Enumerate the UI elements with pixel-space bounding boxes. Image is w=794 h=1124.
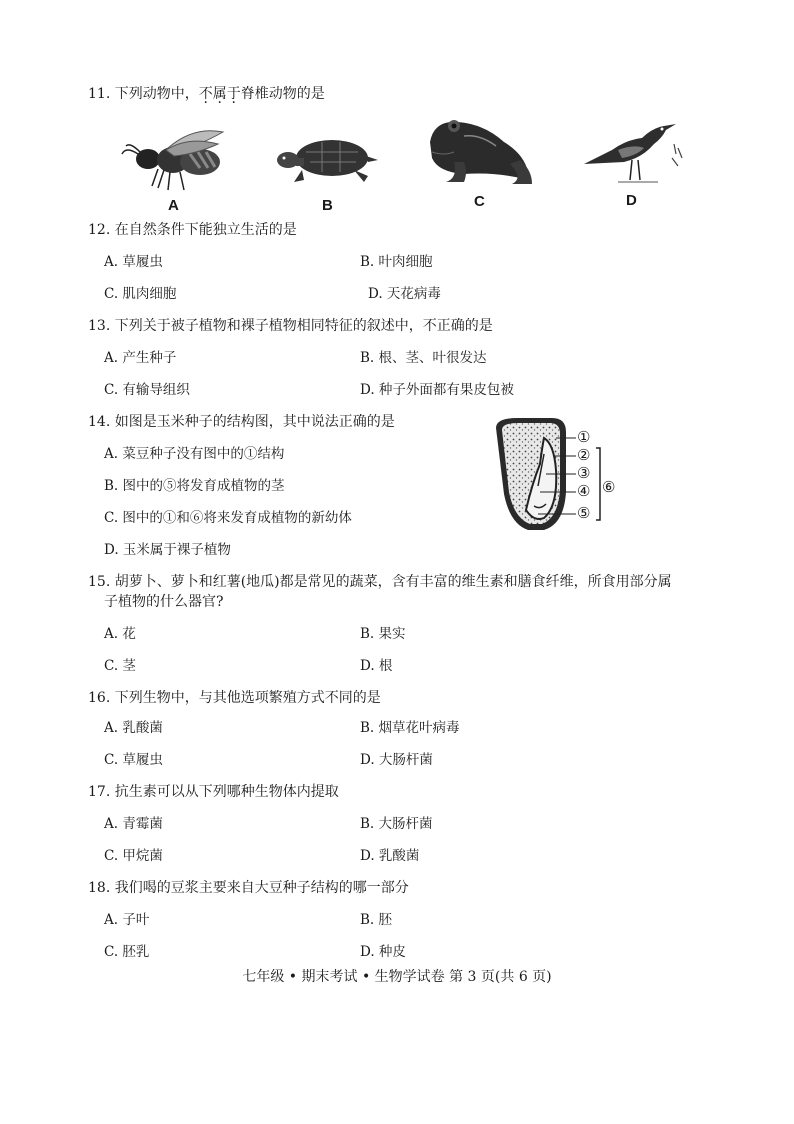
q14-option-c: C. 图中的①和⑥将来发育成植物的新幼体 <box>104 510 352 526</box>
q14-option-b: B. 图中的⑤将发育成植物的茎 <box>104 478 285 494</box>
seed-label-2: ② <box>577 446 591 464</box>
corn-seed-diagram <box>488 414 638 536</box>
q17-option-b: B. 大肠杆菌 <box>360 816 433 832</box>
q16-option-c: C. 草履虫 <box>104 752 163 768</box>
q15-option-b: B. 果实 <box>360 626 406 642</box>
turtle-image <box>274 132 380 188</box>
q12-option-b: B. 叶肉细胞 <box>360 254 433 270</box>
q12-option-d: D. 天花病毒 <box>368 286 441 302</box>
question-11-stem <box>88 84 325 104</box>
q12-option-c: C. 肌肉细胞 <box>104 286 177 302</box>
page-footer: 七年级 • 期末考试 • 生物学试卷 第 3 页(共 6 页) <box>242 969 552 985</box>
question-15-stem-line1: 15. 胡萝卜、萝卜和红薯(地瓜)都是常见的蔬菜，含有丰富的维生素和膳食纤维，所食用部分属 <box>88 574 672 590</box>
frog-image <box>424 112 536 186</box>
seed-label-5: ⑤ <box>577 504 591 522</box>
q11-label-d: D <box>626 192 637 209</box>
q15-option-a: A. 花 <box>104 626 136 642</box>
question-13-stem: 13. 下列关于被子植物和裸子植物相同特征的叙述中，不正确的是 <box>88 318 493 334</box>
q13-option-a: A. 产生种子 <box>104 350 177 366</box>
seed-label-3: ③ <box>577 464 591 482</box>
seed-label-6: ⑥ <box>602 478 616 496</box>
q11-label-b: B <box>322 197 333 214</box>
q11-stem-pre: 11. 下列动物中， <box>88 86 199 102</box>
q11-emphasis-1: 不 <box>198 86 213 102</box>
q13-option-c: C. 有输导组织 <box>104 382 190 398</box>
q14-option-d: D. 玉米属于裸子植物 <box>104 542 231 558</box>
question-14-stem: 14. 如图是玉米种子的结构图，其中说法正确的是 <box>88 414 395 430</box>
q11-stem-post: 脊椎动物的是 <box>240 86 325 102</box>
seed-label-1: ① <box>577 428 591 446</box>
question-12-stem: 12. 在自然条件下能独立生活的是 <box>88 222 297 238</box>
q18-option-d: D. 种皮 <box>360 944 406 960</box>
q17-option-a: A. 青霉菌 <box>104 816 163 832</box>
q16-option-a: A. 乳酸菌 <box>104 720 163 736</box>
question-17-stem: 17. 抗生素可以从下列哪种生物体内提取 <box>88 784 339 800</box>
question-15-stem-line2: 子植物的什么器官? <box>104 594 224 610</box>
q18-option-b: B. 胚 <box>360 912 393 928</box>
q15-option-c: C. 茎 <box>104 658 136 674</box>
q17-option-d: D. 乳酸菌 <box>360 848 420 864</box>
q17-option-c: C. 甲烷菌 <box>104 848 163 864</box>
q16-option-d: D. 大肠杆菌 <box>360 752 433 768</box>
q11-emphasis-2: 属 <box>212 86 227 102</box>
q15-option-d: D. 根 <box>360 658 393 674</box>
q11-emphasis-3: 于 <box>226 86 241 102</box>
q11-label-c: C <box>474 193 485 210</box>
q16-option-b: B. 烟草花叶病毒 <box>360 720 460 736</box>
q18-option-c: C. 胚乳 <box>104 944 150 960</box>
question-16-stem: 16. 下列生物中，与其他选项繁殖方式不同的是 <box>88 690 381 706</box>
q11-label-a: A <box>168 197 179 214</box>
question-18-stem: 18. 我们喝的豆浆主要来自大豆种子结构的哪一部分 <box>88 880 409 896</box>
q13-option-d: D. 种子外面都有果皮包被 <box>360 382 514 398</box>
bird-image <box>578 114 688 188</box>
bee-image <box>118 124 228 194</box>
q12-option-a: A. 草履虫 <box>104 254 163 270</box>
q14-option-a: A. 菜豆种子没有图中的①结构 <box>104 446 285 462</box>
seed-label-4: ④ <box>577 482 591 500</box>
q18-option-a: A. 子叶 <box>104 912 150 928</box>
q13-option-b: B. 根、茎、叶很发达 <box>360 350 487 366</box>
